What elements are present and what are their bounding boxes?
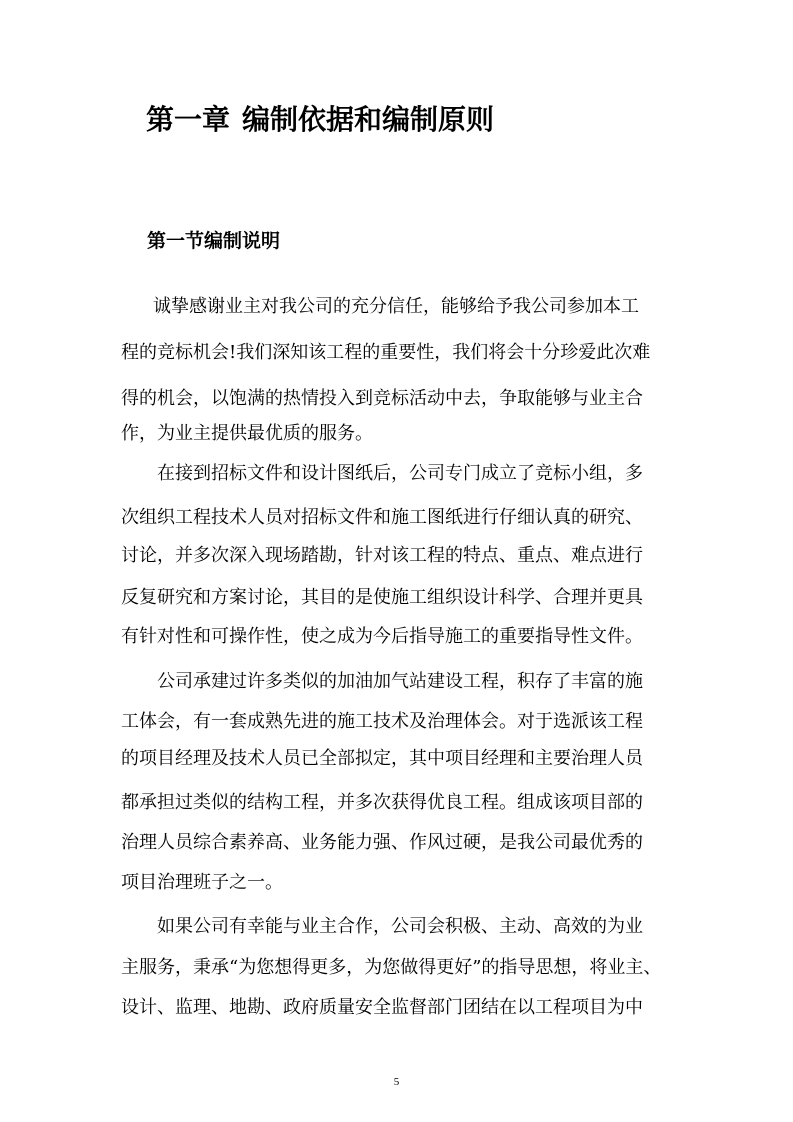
paragraph-2-line-5: 有针对性和可操作性，使之成为今后指导施工的重要指导性文件。 — [121, 626, 643, 647]
chapter-title — [146, 100, 494, 140]
paragraph-1-line-3: 得的机会，以饱满的热情投入到竞标活动中去，争取能够与业主合 — [121, 388, 643, 409]
page-number: 5 — [393, 1076, 400, 1088]
paragraph-3-line-6: 项目治理班子之一。 — [121, 872, 283, 893]
paragraph-2-line-1: 在接到招标文件和设计图纸后，公司专门成立了竞标小组，多 — [157, 463, 643, 484]
paragraph-3-line-4: 都承担过类似的结构工程，并多次获得优良工程。组成该项目部的 — [121, 792, 643, 813]
paragraph-3-line-2: 工体会，有一套成熟先进的施工技术及治理体会。对于选派该工程 — [121, 711, 643, 732]
paragraph-3-line-5: 治理人员综合素养高、业务能力强、作风过硬，是我公司最优秀的 — [121, 832, 643, 853]
paragraph-4-line-2: 主服务，秉承“为您想得更多，为您做得更好”的指导思想，将业主、 — [121, 957, 662, 978]
paragraph-4-line-3: 设计、监理、地勘、政府质量安全监督部门团结在以工程项目为中 — [121, 997, 643, 1018]
paragraph-3-line-3: 的项目经理及技术人员已全部拟定，其中项目经理和主要治理人员 — [121, 748, 643, 769]
paragraph-1-line-1: 诚挚感谢业主对我公司的充分信任，能够给予我公司参加本工 — [153, 296, 639, 317]
paragraph-2-line-4: 反复研究和方案讨论，其目的是使施工组织设计科学、合理并更具 — [121, 587, 643, 608]
paragraph-2-line-2: 次组织工程技术人员对招标文件和施工图纸进行仔细认真的研究、 — [121, 507, 643, 528]
paragraph-2-line-3: 讨论，并多次深入现场踏勘，针对该工程的特点、重点、难点进行 — [121, 545, 643, 566]
paragraph-3-line-1: 公司承建过许多类似的加油加气站建设工程，积存了丰富的施 — [157, 671, 643, 692]
paragraph-4-line-1: 如果公司有幸能与业主合作，公司会积极、主动、高效的为业 — [157, 916, 643, 937]
section-title: 第一节编制说明 — [147, 230, 281, 252]
paragraph-1-line-4: 作，为业主提供最优质的服务。 — [121, 423, 373, 444]
chapter-title-text: 编制依据和编制原则 — [242, 103, 495, 136]
paragraph-1-line-2: 程的竞标机会!我们深知该工程的重要性，我们将会十分珍爱此次难 — [121, 342, 651, 363]
chapter-number: 第一章 — [146, 103, 231, 136]
